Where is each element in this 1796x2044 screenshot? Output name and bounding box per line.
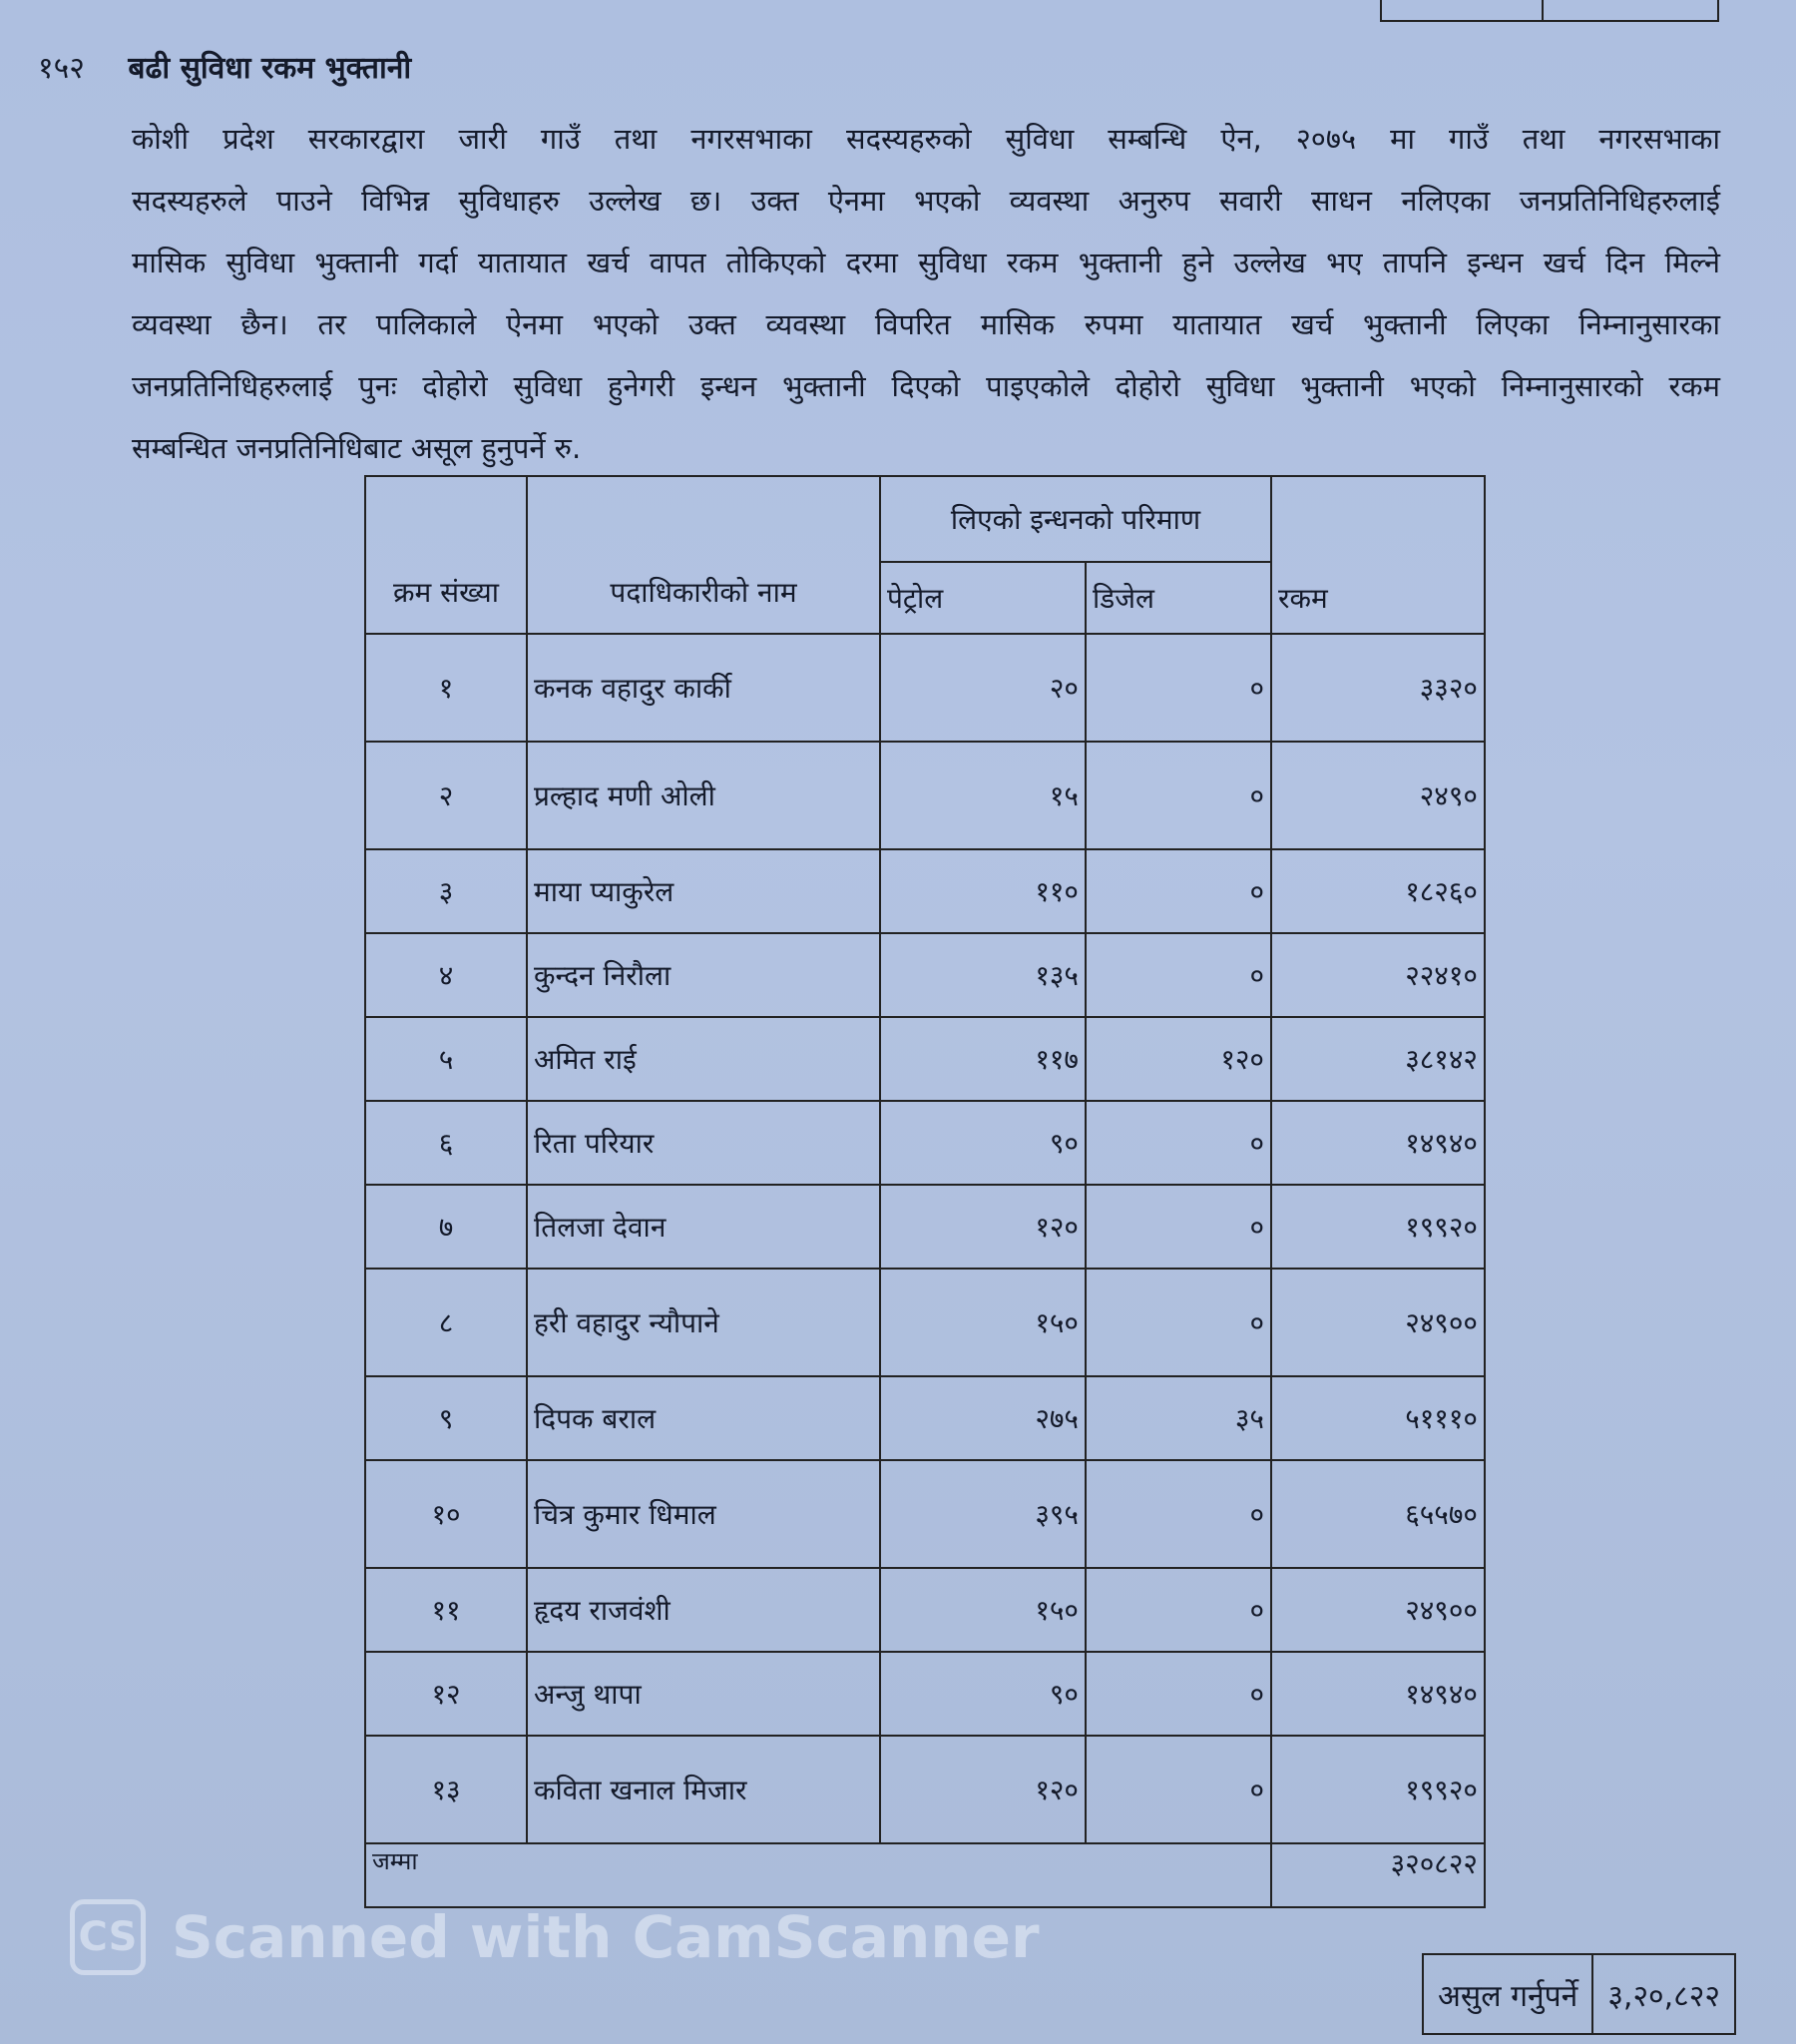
cell-petrol: ११७ bbox=[880, 1017, 1086, 1101]
top-table-fragment bbox=[1380, 0, 1719, 22]
table-row bbox=[365, 849, 1485, 933]
watermark-text: Scanned with CamScanner bbox=[172, 1903, 1040, 1971]
header-fuel-quantity: लिएको इन्धनको परिमाण bbox=[880, 476, 1271, 562]
table-row bbox=[365, 1017, 1485, 1101]
cell-amount: २४९० bbox=[1271, 742, 1485, 849]
cell-diesel: ० bbox=[1086, 742, 1271, 849]
cell-name: कुन्दन निरौला bbox=[527, 933, 880, 1017]
cell-name: प्रल्हाद मणी ओली bbox=[527, 742, 880, 849]
table-row bbox=[365, 1568, 1485, 1652]
cell-serial: ८ bbox=[365, 1269, 527, 1376]
cell-serial: ९ bbox=[365, 1376, 527, 1460]
camscanner-logo-icon: CS bbox=[70, 1899, 146, 1975]
table-row bbox=[365, 1460, 1485, 1568]
cell-petrol: २७५ bbox=[880, 1376, 1086, 1460]
cell-amount: ३८१४२ bbox=[1271, 1017, 1485, 1101]
cell-petrol: ३९५ bbox=[880, 1460, 1086, 1568]
cell-diesel: ० bbox=[1086, 1269, 1271, 1376]
cell-name: तिलजा देवान bbox=[527, 1185, 880, 1269]
cell-amount: २२४१० bbox=[1271, 933, 1485, 1017]
cell-petrol: २० bbox=[880, 634, 1086, 742]
recovery-value: ३,२०,८२२ bbox=[1592, 1954, 1735, 2034]
cell-amount: ३३२० bbox=[1271, 634, 1485, 742]
cell-serial: ३ bbox=[365, 849, 527, 933]
cell-serial: १० bbox=[365, 1460, 527, 1568]
camscanner-watermark bbox=[70, 1899, 1040, 1975]
table-row bbox=[365, 1269, 1485, 1376]
cell-petrol: १३५ bbox=[880, 933, 1086, 1017]
paragraph-line: सदस्यहरुले पाउने विभिन्न सुविधाहरु उल्लेख छ। उक्त ऐनमा भएको व्यवस्था अनुरुप सवारी साधन नलिएका जनप्रतिनिधिहरुलाई bbox=[132, 184, 1720, 218]
cell-serial: ४ bbox=[365, 933, 527, 1017]
paragraph-line: कोशी प्रदेश सरकारद्वारा जारी गाउँ तथा नगरसभाका सदस्यहरुको सुविधा सम्बन्धि ऐन, २०७५ मा गाउँ तथा नगरसभाका bbox=[132, 122, 1720, 156]
cell-name: हृदय राजवंशी bbox=[527, 1568, 880, 1652]
cell-petrol: ९० bbox=[880, 1101, 1086, 1185]
fuel-payment-table bbox=[364, 475, 1486, 1908]
cell-petrol: ९० bbox=[880, 1652, 1086, 1736]
cell-amount: १४९४० bbox=[1271, 1652, 1485, 1736]
cell-petrol: १५० bbox=[880, 1269, 1086, 1376]
cell-petrol: १२० bbox=[880, 1185, 1086, 1269]
cell-name: कनक वहादुर कार्की bbox=[527, 634, 880, 742]
header-diesel: डिजेल bbox=[1086, 562, 1271, 634]
recovery-label: असुल गर्नुपर्ने bbox=[1423, 1954, 1592, 2034]
cell-name: कविता खनाल मिजार bbox=[527, 1736, 880, 1843]
cell-diesel: ० bbox=[1086, 933, 1271, 1017]
cell-name: दिपक बराल bbox=[527, 1376, 880, 1460]
cell-amount: २४९०० bbox=[1271, 1568, 1485, 1652]
cell-diesel: १२० bbox=[1086, 1017, 1271, 1101]
cell-diesel: ० bbox=[1086, 849, 1271, 933]
cell-amount: २४९०० bbox=[1271, 1269, 1485, 1376]
cell-name: अमित राई bbox=[527, 1017, 880, 1101]
table-row bbox=[365, 1652, 1485, 1736]
header-serial: क्रम संख्या bbox=[365, 476, 527, 634]
cell-amount: १९९२० bbox=[1271, 1736, 1485, 1843]
table-row bbox=[365, 1101, 1485, 1185]
cell-diesel: ० bbox=[1086, 1568, 1271, 1652]
paragraph-line: व्यवस्था छैन। तर पालिकाले ऐनमा भएको उक्त व्यवस्था विपरित मासिक रुपमा यातायात खर्च भुक्तानी लिएका निम्नानुसारका bbox=[132, 307, 1720, 341]
cell-amount: ६५५७० bbox=[1271, 1460, 1485, 1568]
header-amount-top bbox=[1271, 476, 1485, 562]
cell-diesel: ३५ bbox=[1086, 1376, 1271, 1460]
paragraph-line: सम्बन्धित जनप्रतिनिधिबाट असूल हुनुपर्ने रु. bbox=[132, 431, 582, 465]
section-number: १५२ bbox=[38, 51, 85, 86]
cell-petrol: १५० bbox=[880, 1568, 1086, 1652]
cell-diesel: ० bbox=[1086, 1460, 1271, 1568]
body-paragraph bbox=[132, 108, 1720, 479]
cell-amount: ५१११० bbox=[1271, 1376, 1485, 1460]
paragraph-line: जनप्रतिनिधिहरुलाई पुनः दोहोरो सुविधा हुनेगरी इन्धन भुक्तानी दिएको पाइएकोले दोहोरो सुविधा भुक्तानी भएको निम्नानुसारको रकम bbox=[132, 369, 1720, 403]
cell-serial: ११ bbox=[365, 1568, 527, 1652]
cell-amount: १४९४० bbox=[1271, 1101, 1485, 1185]
cell-petrol: १५ bbox=[880, 742, 1086, 849]
table-row bbox=[365, 933, 1485, 1017]
table-row bbox=[365, 1185, 1485, 1269]
cell-diesel: ० bbox=[1086, 634, 1271, 742]
table-row bbox=[365, 634, 1485, 742]
cell-petrol: १२० bbox=[880, 1736, 1086, 1843]
cell-serial: १२ bbox=[365, 1652, 527, 1736]
header-petrol: पेट्रोल bbox=[880, 562, 1086, 634]
recovery-box bbox=[1422, 1953, 1736, 2035]
cell-serial: १३ bbox=[365, 1736, 527, 1843]
cell-amount: १८२६० bbox=[1271, 849, 1485, 933]
total-label: जम्मा bbox=[365, 1843, 1271, 1907]
table-row bbox=[365, 1376, 1485, 1460]
header-amount: रकम bbox=[1271, 562, 1485, 634]
section-title: बढी सुविधा रकम भुक्तानी bbox=[128, 51, 412, 86]
paragraph-line: मासिक सुविधा भुक्तानी गर्दा यातायात खर्च वापत तोकिएको दरमा सुविधा रकम भुक्तानी हुने उल्लेख भए तापनि इन्धन खर्च दिन मिल्ने bbox=[132, 246, 1721, 279]
cell-diesel: ० bbox=[1086, 1185, 1271, 1269]
cell-name: अन्जु थापा bbox=[527, 1652, 880, 1736]
total-amount: ३२०८२२ bbox=[1271, 1843, 1485, 1907]
cell-diesel: ० bbox=[1086, 1736, 1271, 1843]
cell-amount: १९९२० bbox=[1271, 1185, 1485, 1269]
cell-serial: ७ bbox=[365, 1185, 527, 1269]
cell-petrol: ११० bbox=[880, 849, 1086, 933]
table-row bbox=[365, 1736, 1485, 1843]
section-heading bbox=[38, 46, 411, 87]
cell-serial: २ bbox=[365, 742, 527, 849]
cell-serial: ६ bbox=[365, 1101, 527, 1185]
table-row bbox=[365, 742, 1485, 849]
cell-name: हरी वहादुर न्यौपाने bbox=[527, 1269, 880, 1376]
header-name: पदाधिकारीको नाम bbox=[527, 476, 880, 634]
cell-diesel: ० bbox=[1086, 1652, 1271, 1736]
cell-serial: ५ bbox=[365, 1017, 527, 1101]
cell-name: माया प्याकुरेल bbox=[527, 849, 880, 933]
cell-serial: १ bbox=[365, 634, 527, 742]
cell-name: चित्र कुमार धिमाल bbox=[527, 1460, 880, 1568]
cell-diesel: ० bbox=[1086, 1101, 1271, 1185]
cell-name: रिता परियार bbox=[527, 1101, 880, 1185]
